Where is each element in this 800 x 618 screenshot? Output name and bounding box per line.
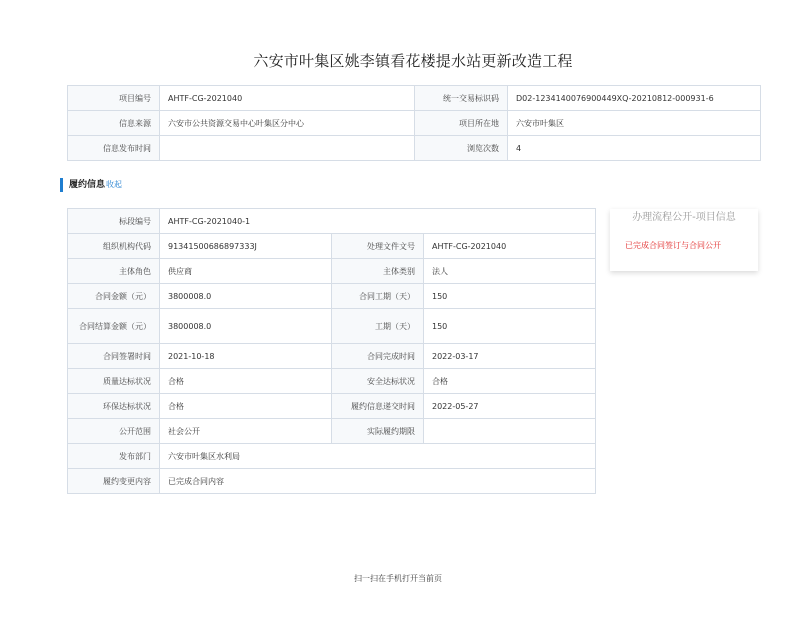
submit-time-value: 2022-05-27 [424, 394, 596, 419]
view-count-value: 4 [508, 136, 761, 161]
table-row [68, 259, 596, 284]
change-content-value: 已完成合同内容 [160, 469, 596, 494]
project-location-value: 六安市叶集区 [508, 111, 761, 136]
actual-period-value [424, 419, 596, 444]
table-row [68, 234, 596, 259]
scan-qr-hint: 扫一扫在手机打开当前页 [354, 574, 442, 583]
project-number-value: AHTF-CG-2021040 [160, 86, 415, 111]
actual-period-label: 实际履约期限 [332, 419, 424, 444]
change-content-label: 履约变更内容 [68, 469, 160, 494]
env-status-label: 环保达标状况 [68, 394, 160, 419]
table-row [68, 136, 761, 161]
bid-section-value: AHTF-CG-2021040-1 [160, 209, 596, 234]
doc-number-value: AHTF-CG-2021040 [424, 234, 596, 259]
quality-status-value: 合格 [160, 369, 332, 394]
project-info-table [67, 85, 761, 161]
section-heading [60, 178, 122, 192]
page-title: 六安市叶集区姚李镇看花楼提水站更新改造工程 [253, 52, 573, 70]
table-row [68, 209, 596, 234]
process-panel [610, 209, 758, 271]
settlement-amount-value: 3800008.0 [160, 309, 332, 344]
table-row [68, 369, 596, 394]
work-period-value: 150 [424, 309, 596, 344]
complete-time-label: 合同完成时间 [332, 344, 424, 369]
sign-time-value: 2021-10-18 [160, 344, 332, 369]
collapse-link[interactable]: 收起 [106, 180, 123, 189]
info-source-value: 六安市公共资源交易中心叶集区分中心 [160, 111, 415, 136]
contract-amount-value: 3800008.0 [160, 284, 332, 309]
table-row [68, 419, 596, 444]
contract-period-value: 150 [424, 284, 596, 309]
view-count-label: 浏览次数 [415, 136, 508, 161]
project-location-label: 项目所在地 [415, 111, 508, 136]
table-row [68, 309, 596, 344]
project-number-label: 项目编号 [68, 86, 160, 111]
sign-time-label: 合同签署时间 [68, 344, 160, 369]
trade-id-label: 统一交易标识码 [415, 86, 508, 111]
quality-status-label: 质量达标状况 [68, 369, 160, 394]
entity-type-value: 法人 [424, 259, 596, 284]
org-code-value: 913415006868973​33J [160, 234, 332, 259]
table-row [68, 111, 761, 136]
publish-time-label: 信息发布时间 [68, 136, 160, 161]
submit-time-label: 履约信息递交时间 [332, 394, 424, 419]
process-status-link[interactable]: 已完成合同签订与合同公开 [625, 241, 721, 250]
section-title: 履约信息 [69, 180, 106, 190]
table-row [68, 284, 596, 309]
table-row [68, 469, 596, 494]
contract-period-label: 合同工期（天） [332, 284, 424, 309]
performance-table [67, 208, 596, 494]
org-code-label: 组织机构代码 [68, 234, 160, 259]
table-row [68, 394, 596, 419]
publish-dept-value: 六安市叶集区水利局 [160, 444, 596, 469]
table-row [68, 444, 596, 469]
process-panel-title: 办理流程公开-项目信息 [632, 212, 736, 223]
settlement-amount-label: 合同结算金额（元） [68, 309, 160, 344]
table-row [68, 86, 761, 111]
info-source-label: 信息来源 [68, 111, 160, 136]
complete-time-value: 2022-03-17 [424, 344, 596, 369]
safety-status-label: 安全达标状况 [332, 369, 424, 394]
safety-status-value: 合格 [424, 369, 596, 394]
role-label: 主体角色 [68, 259, 160, 284]
doc-number-label: 处理文件文号 [332, 234, 424, 259]
trade-id-value: D02-1234140076900449XQ-20210812-000931-6 [508, 86, 761, 111]
public-scope-value: 社会公开 [160, 419, 332, 444]
env-status-value: 合格 [160, 394, 332, 419]
publish-dept-label: 发布部门 [68, 444, 160, 469]
publish-time-value [160, 136, 415, 161]
work-period-label: 工期（天） [332, 309, 424, 344]
bid-section-label: 标段编号 [68, 209, 160, 234]
contract-amount-label: 合同金额（元） [68, 284, 160, 309]
public-scope-label: 公开范围 [68, 419, 160, 444]
table-row [68, 344, 596, 369]
entity-type-label: 主体类别 [332, 259, 424, 284]
role-value: 供应商 [160, 259, 332, 284]
